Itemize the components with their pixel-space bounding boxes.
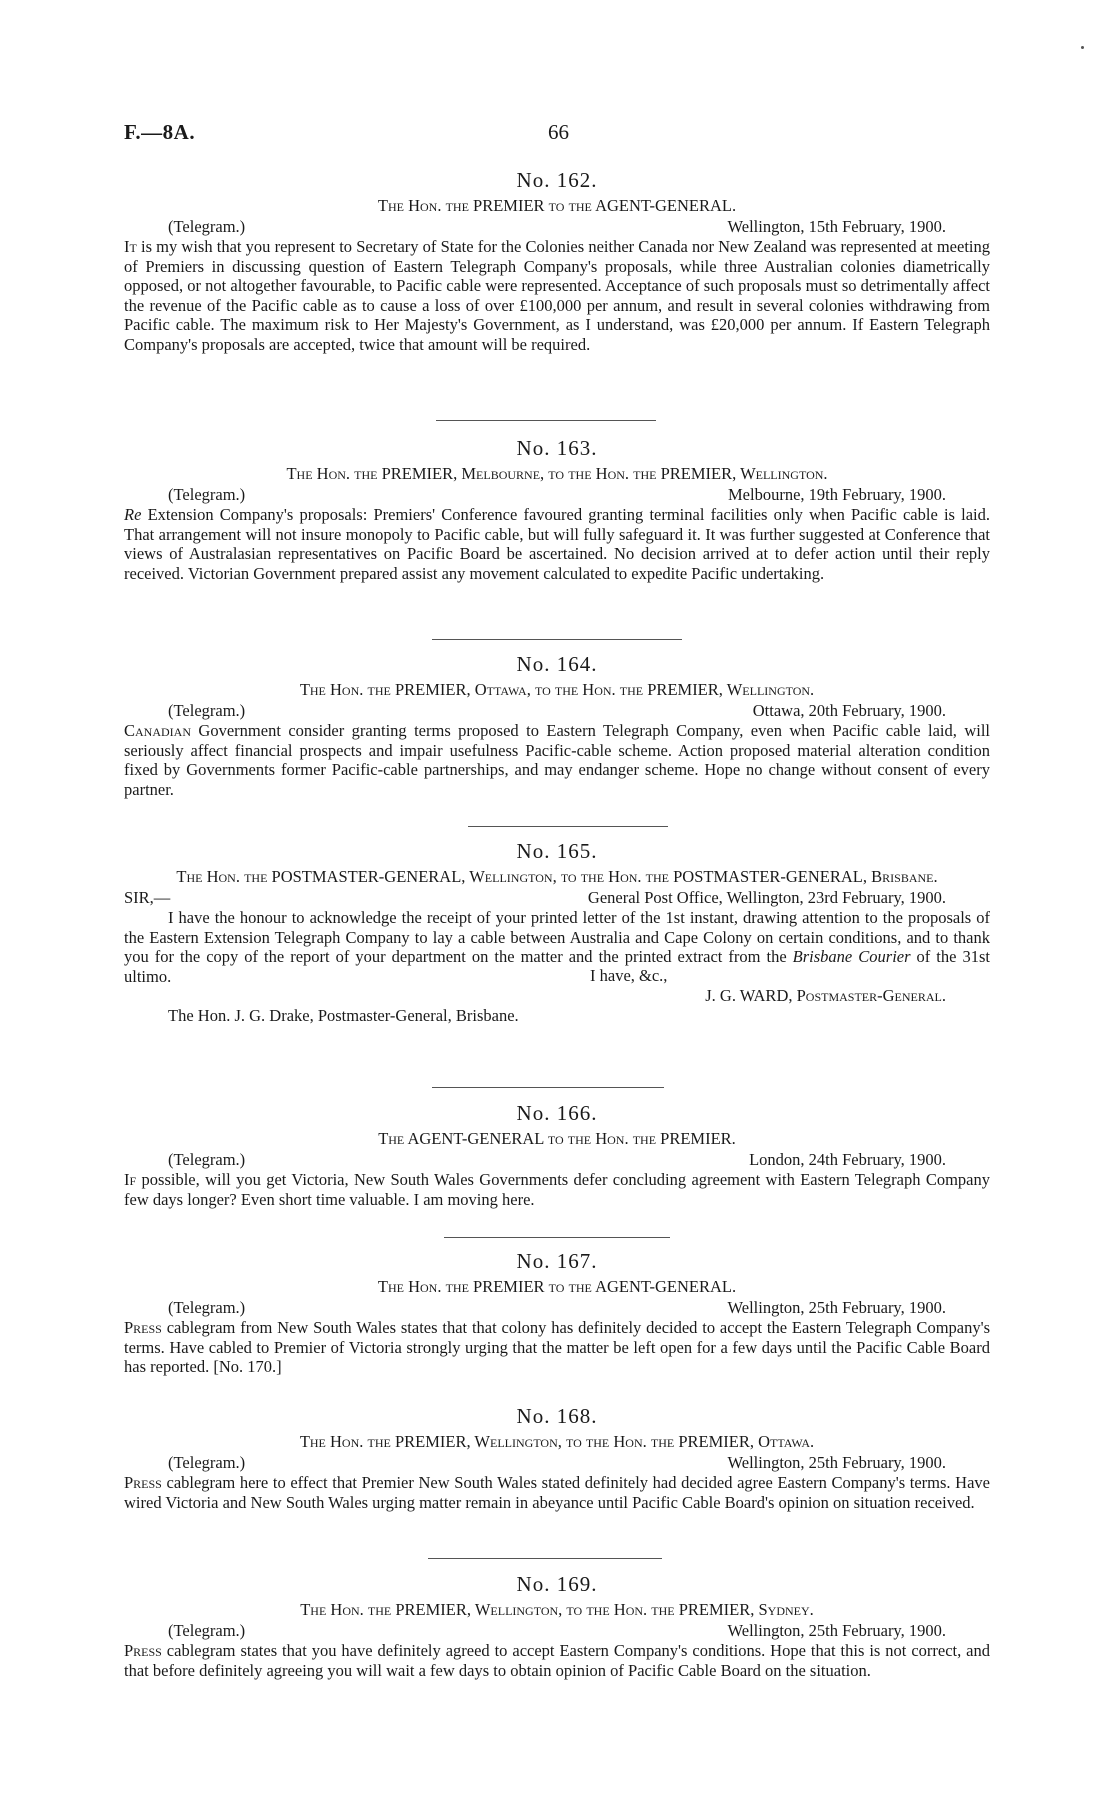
separator-rule — [444, 1237, 670, 1238]
body-text: is my wish that you represent to Secretary of State for the Colonies neither Canada nor New Zealand was represented at meeting of Premiers in discussing question of Eastern Telegraph Company's proposals, while three Australian colonies diametrically opposed, or not altogether favourable, to Pacific cable were represented. Acceptance of such proposals must so detrimentally affect the revenue of the Pacific cable as to cause a loss of over £100,000 per annum, and result in several colonies withdrawing from Pacific cable. The maximum risk to Her Majesty's Government, as I understand, was £20,000 per annum. If Eastern Telegraph Company's proposals are accepted, twice that amount will be required. — [124, 237, 990, 354]
body-text: cablegram from New South Wales states that that colony has definitely decided to accept the Eastern Telegraph Company's terms. Have cabled to Premier of Victoria strongly urging that the matter be left open for a few days until the Pacific Cable Board has reported. [No. 170.] — [124, 1318, 990, 1377]
telegram-tag: (Telegram.) — [168, 485, 246, 504]
entry-number: No. 162. — [516, 168, 598, 192]
body-text: I have the honour to acknowledge the receipt of your printed letter of the 1st instant, drawing attention to the proposals of the Eastern Extension Telegraph Company to lay a cable between Australia and Cape Colony on certain conditions, and to thank you for the copy of the report of your department on the matter and the printed extract from the — [124, 908, 990, 967]
entry-body — [124, 505, 990, 583]
entry-body — [124, 1641, 990, 1680]
body-text-end: of the 31st ultimo. — [124, 947, 990, 986]
separator-rule — [436, 420, 656, 421]
entry-meta — [124, 888, 990, 908]
entry-165 — [124, 838, 990, 1026]
body-text: cablegram here to effect that Premier New South Wales stated definitely had decided agree Eastern Company's terms. Have wired Victoria and New South Wales urging matter remain in abeyance until Pacific Cable Board's opinion on situation received. — [124, 1473, 990, 1512]
dateline: Wellington, 25th February, 1900. — [727, 1453, 946, 1472]
print-speck — [1081, 46, 1084, 49]
dateline: London, 24th February, 1900. — [749, 1150, 946, 1169]
entry-number: No. 164. — [516, 652, 598, 676]
lead-word: Re — [124, 505, 142, 524]
body-text: Government consider granting terms proposed to Eastern Telegraph Company, even when Pacific cable laid, will seriously affect financial prospects and impair usefulness Pacific-cable scheme. Action proposed material alteration condition fixed by Governments former Pacific-cable partnerships, and may endanger scheme. Hope no change without consent of every partner. — [124, 721, 990, 799]
entry-from-to: The Hon. the PREMIER, Wellington, to the Hon. the PREMIER, Ottawa. — [299, 1432, 815, 1451]
entry-body — [124, 237, 990, 355]
entry-number: No. 163. — [516, 436, 598, 460]
entry-meta — [124, 1298, 990, 1318]
signature: J. G. WARD, Postmaster-General. — [705, 986, 946, 1006]
signature-row — [124, 986, 990, 1006]
telegram-tag: (Telegram.) — [168, 217, 246, 236]
lead-word: Press — [124, 1318, 162, 1337]
body-text: cablegram states that you have definitely agreed to accept Eastern Company's conditions. Hope that this is not correct, and that before definitely agreeing you will wait a few days to obtain opinion of Pacific Cable Board on the situation. — [124, 1641, 990, 1680]
entry-164 — [124, 651, 990, 799]
entry-number: No. 165. — [516, 839, 598, 863]
entry-body — [124, 721, 990, 799]
entry-162 — [124, 167, 990, 355]
telegram-tag: (Telegram.) — [168, 1150, 246, 1169]
entry-number: No. 168. — [516, 1404, 598, 1428]
dateline: Wellington, 15th February, 1900. — [727, 217, 946, 236]
entry-169 — [124, 1571, 990, 1680]
lead-word: If — [124, 1170, 137, 1189]
salutation: SIR,— — [124, 888, 171, 907]
entry-body — [124, 1170, 990, 1209]
entry-from-to: The Hon. the PREMIER to the AGENT-GENERAL. — [377, 1277, 737, 1296]
entry-meta — [124, 1150, 990, 1170]
entry-meta — [124, 1621, 990, 1641]
entry-number: No. 166. — [516, 1101, 598, 1125]
entry-from-to: The AGENT-GENERAL to the Hon. the PREMIER. — [378, 1129, 736, 1148]
dateline: General Post Office, Wellington, 23rd February, 1900. — [587, 888, 946, 907]
lead-word: Press — [124, 1473, 162, 1492]
page-number: 66 — [548, 120, 569, 144]
body-text: possible, will you get Victoria, New South Wales Governments defer concluding agreement with Eastern Telegraph Company few days longer? Even short time valuable. I am moving here. — [124, 1170, 990, 1209]
lead-word: It — [124, 237, 137, 256]
entry-meta — [124, 217, 990, 237]
newspaper-title: Brisbane Courier — [792, 947, 911, 967]
entry-number: No. 169. — [516, 1572, 598, 1596]
dateline: Wellington, 25th February, 1900. — [727, 1621, 946, 1640]
dateline: Ottawa, 20th February, 1900. — [752, 701, 946, 720]
entry-body — [124, 1473, 990, 1512]
entry-from-to: The Hon. the PREMIER, Wellington, to the Hon. the PREMIER, Sydney. — [300, 1600, 814, 1619]
addressee: The Hon. J. G. Drake, Postmaster-General, Brisbane. — [168, 1006, 519, 1026]
dateline: Melbourne, 19th February, 1900. — [728, 485, 946, 504]
entry-163 — [124, 435, 990, 583]
entry-number: No. 167. — [516, 1249, 598, 1273]
entry-from-to: The Hon. the PREMIER, Ottawa, to the Hon. the PREMIER, Wellington. — [299, 680, 815, 699]
entry-167 — [124, 1248, 990, 1377]
body-text: Extension Company's proposals: Premiers' Conference favoured granting terminal facilities only when Pacific cable is laid. That arrangement will not insure monopoly to Pacific cable, but will fully safeguard it. It was further suggested at Conference that views of Australasian representatives on Pacific Board be ascertained. No decision arrived at to defer action until their reply received. Victorian Government prepared assist any movement calculated to expedite Pacific undertaking. — [124, 505, 990, 583]
lead-word: Canadian — [124, 721, 191, 740]
telegram-tag: (Telegram.) — [168, 1453, 246, 1472]
separator-rule — [428, 1558, 662, 1559]
entry-meta — [124, 1453, 990, 1473]
entry-168 — [124, 1403, 990, 1512]
entry-meta — [124, 701, 990, 721]
entry-meta — [124, 485, 990, 505]
telegram-tag: (Telegram.) — [168, 1298, 246, 1317]
entry-body — [124, 1318, 990, 1377]
telegram-tag: (Telegram.) — [168, 701, 246, 720]
separator-rule — [432, 1087, 664, 1088]
lead-word: Press — [124, 1641, 162, 1660]
entry-from-to: The Hon. the PREMIER, Melbourne, to the Hon. the PREMIER, Wellington. — [286, 464, 828, 483]
entry-166 — [124, 1100, 990, 1209]
closing: I have, &c., — [590, 966, 668, 986]
document-reference: F.—8A. — [124, 120, 196, 144]
dateline: Wellington, 25th February, 1900. — [727, 1298, 946, 1317]
entry-from-to: The Hon. the POSTMASTER-GENERAL, Wellington, to the Hon. the POSTMASTER-GENERAL, Brisbane. — [176, 867, 938, 886]
closing-row — [124, 966, 990, 986]
separator-rule — [468, 826, 668, 827]
telegram-tag: (Telegram.) — [168, 1621, 246, 1640]
separator-rule — [432, 639, 682, 640]
entry-from-to: The Hon. the PREMIER to the AGENT-GENERAL. — [377, 196, 737, 215]
